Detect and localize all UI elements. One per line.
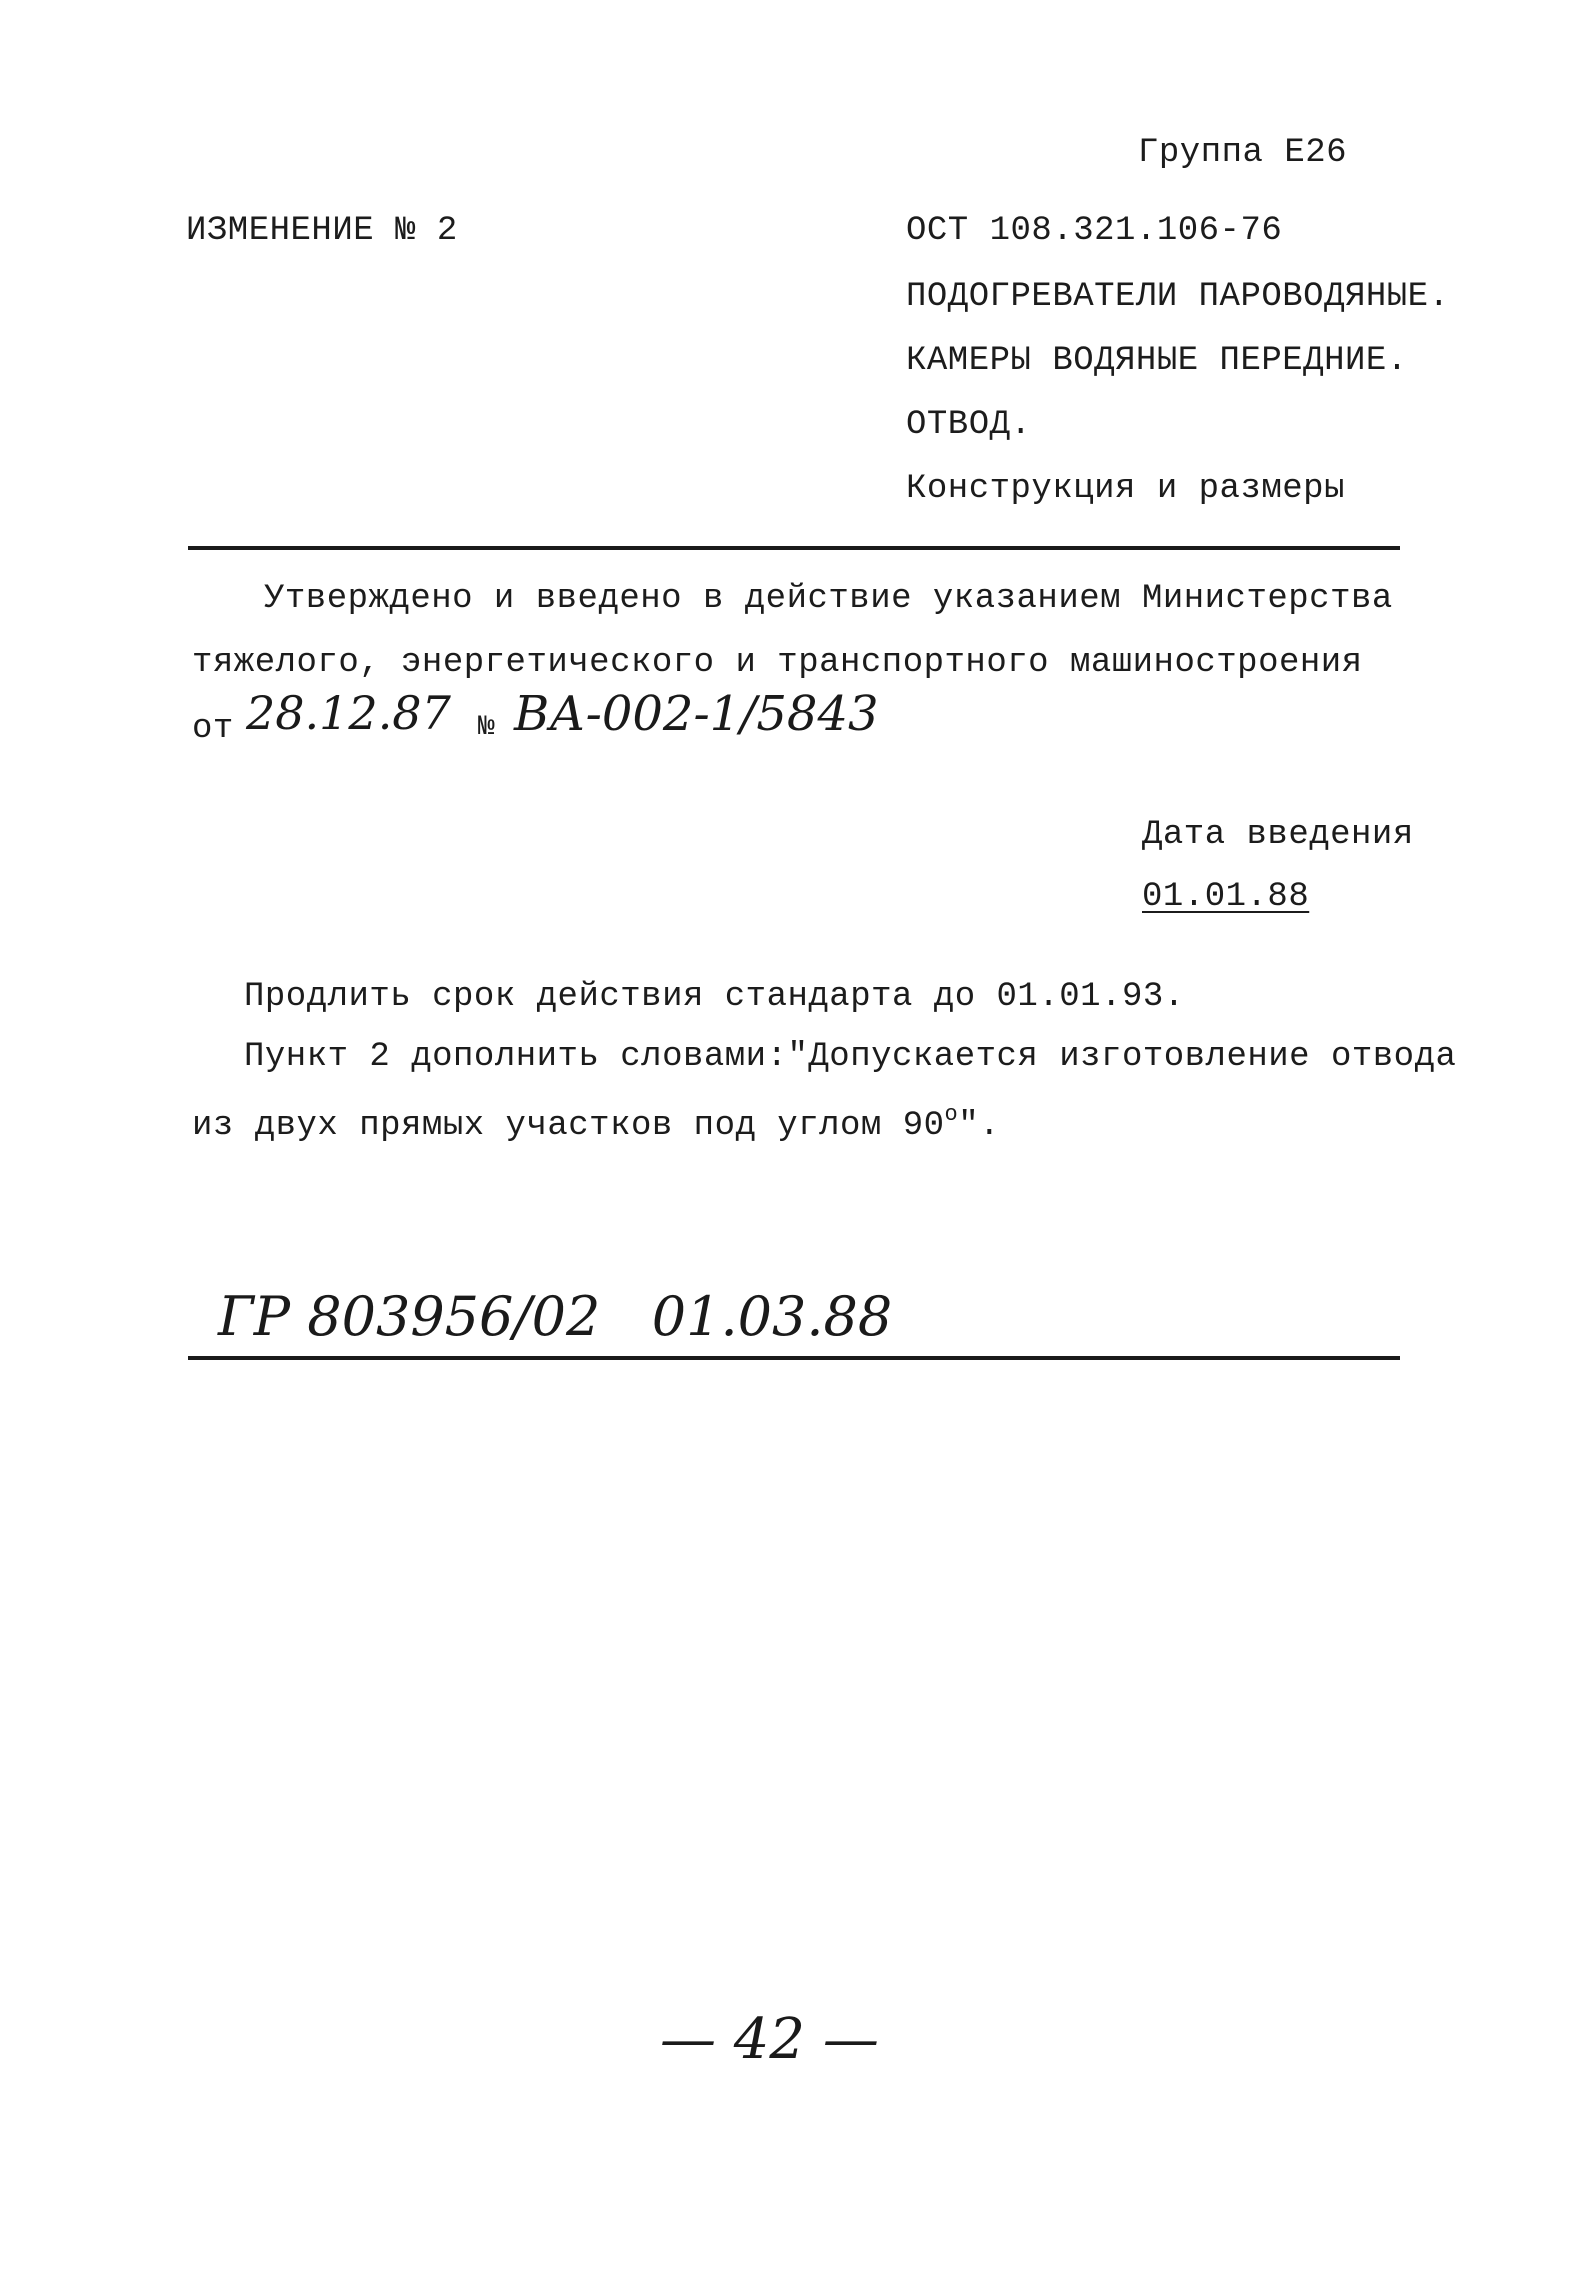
registration-divider [188,1356,1400,1360]
intro-date-label: Дата введения [1142,816,1414,854]
approval-from-label: от [192,710,234,748]
page-number: — 42 — [660,2007,879,2072]
title-line-1: ПОДОГРЕВАТЕЛИ ПАРОВОДЯНЫЕ. [906,278,1450,316]
approval-date-handwritten: 28.12.87 [246,686,451,740]
intro-date-value: 01.01.88 [1142,878,1310,916]
header-divider [188,546,1400,550]
body-paragraph-2-line-2 [192,1104,1000,1143]
title-line-3: ОТВОД. [906,406,1032,444]
body-paragraph-2-line-1: Пункт 2 дополнить словами:"Допускается изготовление отвода [244,1038,1457,1076]
approval-line-1: Утверждено и введено в действие указанием Министерства [264,580,1393,618]
degree-mark: о [944,1102,959,1127]
group-code: Группа Е26 [1138,134,1348,172]
approval-number-label: № [478,712,496,743]
body-paragraph-2-text: из двух прямых участков под углом 90 [192,1107,945,1145]
body-paragraph-2-end: ". [958,1107,1001,1145]
title-line-2: КАМЕРЫ ВОДЯНЫЕ ПЕРЕДНИЕ. [906,342,1408,380]
change-label: ИЗМЕНЕНИЕ № 2 [186,212,458,250]
standard-number: ОСТ 108.321.106-76 [906,212,1283,250]
approval-line-2: тяжелого, энергетического и транспортного машиностроения [192,644,1363,682]
body-paragraph-1: Продлить срок действия стандарта до 01.01.93. [244,978,1185,1016]
title-line-4: Конструкция и размеры [906,470,1345,508]
registration-handwritten: ГР 803956/02 01.03.88 [218,1285,893,1348]
approval-number-handwritten: ВА-002-1/5843 [514,686,879,742]
